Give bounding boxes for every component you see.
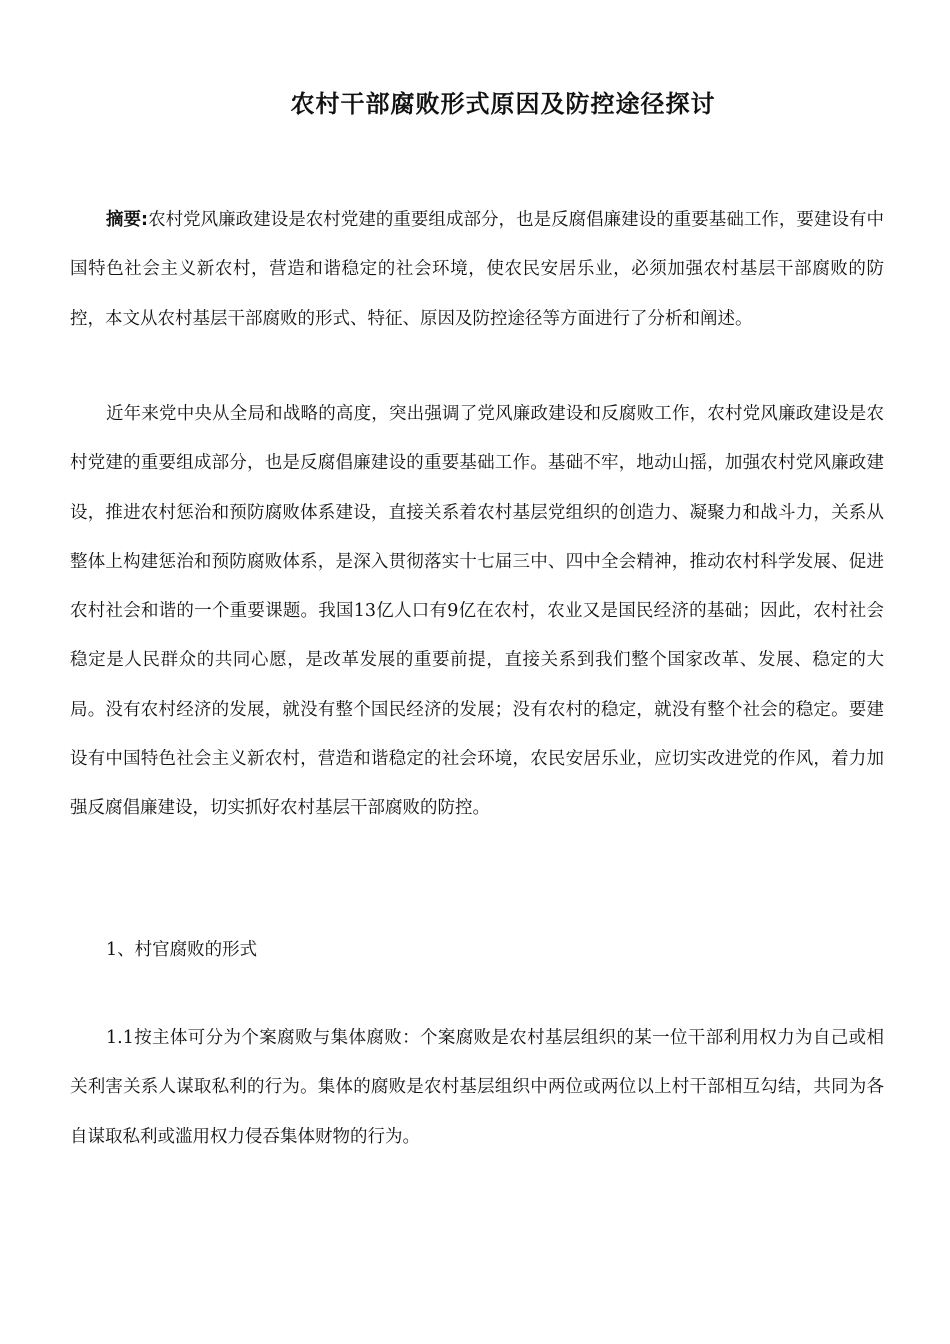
intro-paragraph: 近年来党中央从全局和战略的高度，突出强调了党风廉政建设和反腐败工作，农村党风廉政建设是农村党建的重要组成部分，也是反腐倡廉建设的重要基础工作。基础不牢，地动山摇，加强农村党风廉政建设，推进农村惩治和预防腐败体系建设，直接关系着农村基层党组织的创造力、凝聚力和战斗力，关系从整体上构建惩治和预防腐败体系，是深入贯彻落实十七届三中、四中全会精神，推动农村科学发展、促进农村社会和谐的一个重要课题。我国13亿人口有9亿在农村，农业又是国民经济的基础；因此，农村社会稳定是人民群众的共同心愿，是改革发展的重要前提，直接关系到我们整个国家改革、发展、稳定的大局。没有农村经济的发展，就没有整个国民经济的发展；没有农村的稳定，就没有整个社会的稳定。要建设有中国特色社会主义新农村，营造和谐稳定的社会环境，农民安居乐业，应切实改进党的作风，着力加强反腐倡廉建设，切实抓好农村基层干部腐败的防控。 (70, 404, 884, 819)
abstract-text: 农村党风廉政建设是农村党建的重要组成部分，也是反腐倡廉建设的重要基础工作，要建设有中国特色社会主义新农村，营造和谐稳定的社会环境，使农民安居乐业，必须加强农村基层干部腐败的防控，本文从农村基层干部腐败的形式、特征、原因及防控途径等方面进行了分析和阐述。 (70, 210, 884, 329)
section-1-1-paragraph: 1.1按主体可分为个案腐败与集体腐败：个案腐败是农村基层组织的某一位干部利用权力为自己或相关利害关系人谋取私利的行为。集体的腐败是农村基层组织中两位或两位以上村干部相互勾结，共同为各自谋取私利或滥用权力侵吞集体财物的行为。 (70, 1028, 884, 1147)
document-title: 农村干部腐败形式原因及防控途径探讨 (290, 90, 716, 118)
abstract-paragraph (70, 196, 884, 344)
section-1-heading: 1、村官腐败的形式 (106, 940, 258, 960)
abstract-label: 摘要: (106, 210, 149, 230)
